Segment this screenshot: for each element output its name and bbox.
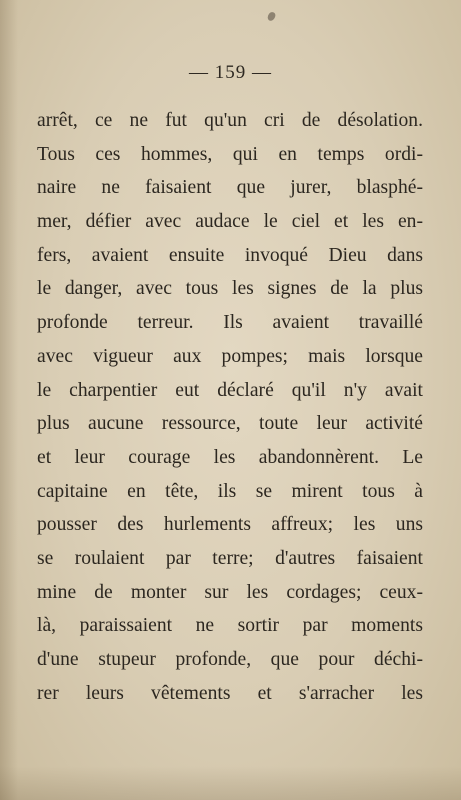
page-bottom-shading [0, 766, 461, 800]
text-line: Tous ces hommes, qui en temps ordi- [37, 143, 423, 165]
text-line: là, paraissaient ne sortir par moments [37, 615, 423, 637]
text-line: le danger, avec tous les signes de la plus [37, 278, 423, 300]
text-line: le charpentier eut déclaré qu'il n'y avait [37, 379, 423, 401]
text-line: profonde terreur. Ils avaient travaillé [37, 312, 423, 334]
text-line: mine de monter sur les cordages; ceux- [37, 581, 423, 603]
text-line: naire ne faisaient que jurer, blasphé- [37, 177, 423, 199]
text-line: pousser des hurlements affreux; les uns [37, 514, 423, 536]
text-line: se roulaient par terre; d'autres faisaient [37, 547, 423, 569]
body-text [37, 104, 423, 710]
spine-shadow [0, 0, 18, 800]
text-line: et leur courage les abandonnèrent. Le [37, 446, 423, 468]
text-line: arrêt, ce ne fut qu'un cri de désolation. [37, 110, 423, 131]
text-line: avec vigueur aux pompes; mais lorsque [37, 345, 423, 367]
text-line: fers, avaient ensuite invoqué Dieu dans [37, 244, 423, 266]
ink-spot-mark [267, 11, 277, 22]
text-line: d'une stupeur profonde, que pour déchi- [37, 649, 423, 670]
page-number-header: — 159 — [189, 62, 272, 83]
text-line: rer leurs vêtements et s'arracher les [37, 682, 423, 704]
text-line: capitaine en tête, ils se mirent tous à [37, 480, 423, 502]
text-line: plus aucune ressource, toute leur activité [37, 413, 423, 435]
text-line: mer, défier avec audace le ciel et les en- [37, 211, 423, 233]
